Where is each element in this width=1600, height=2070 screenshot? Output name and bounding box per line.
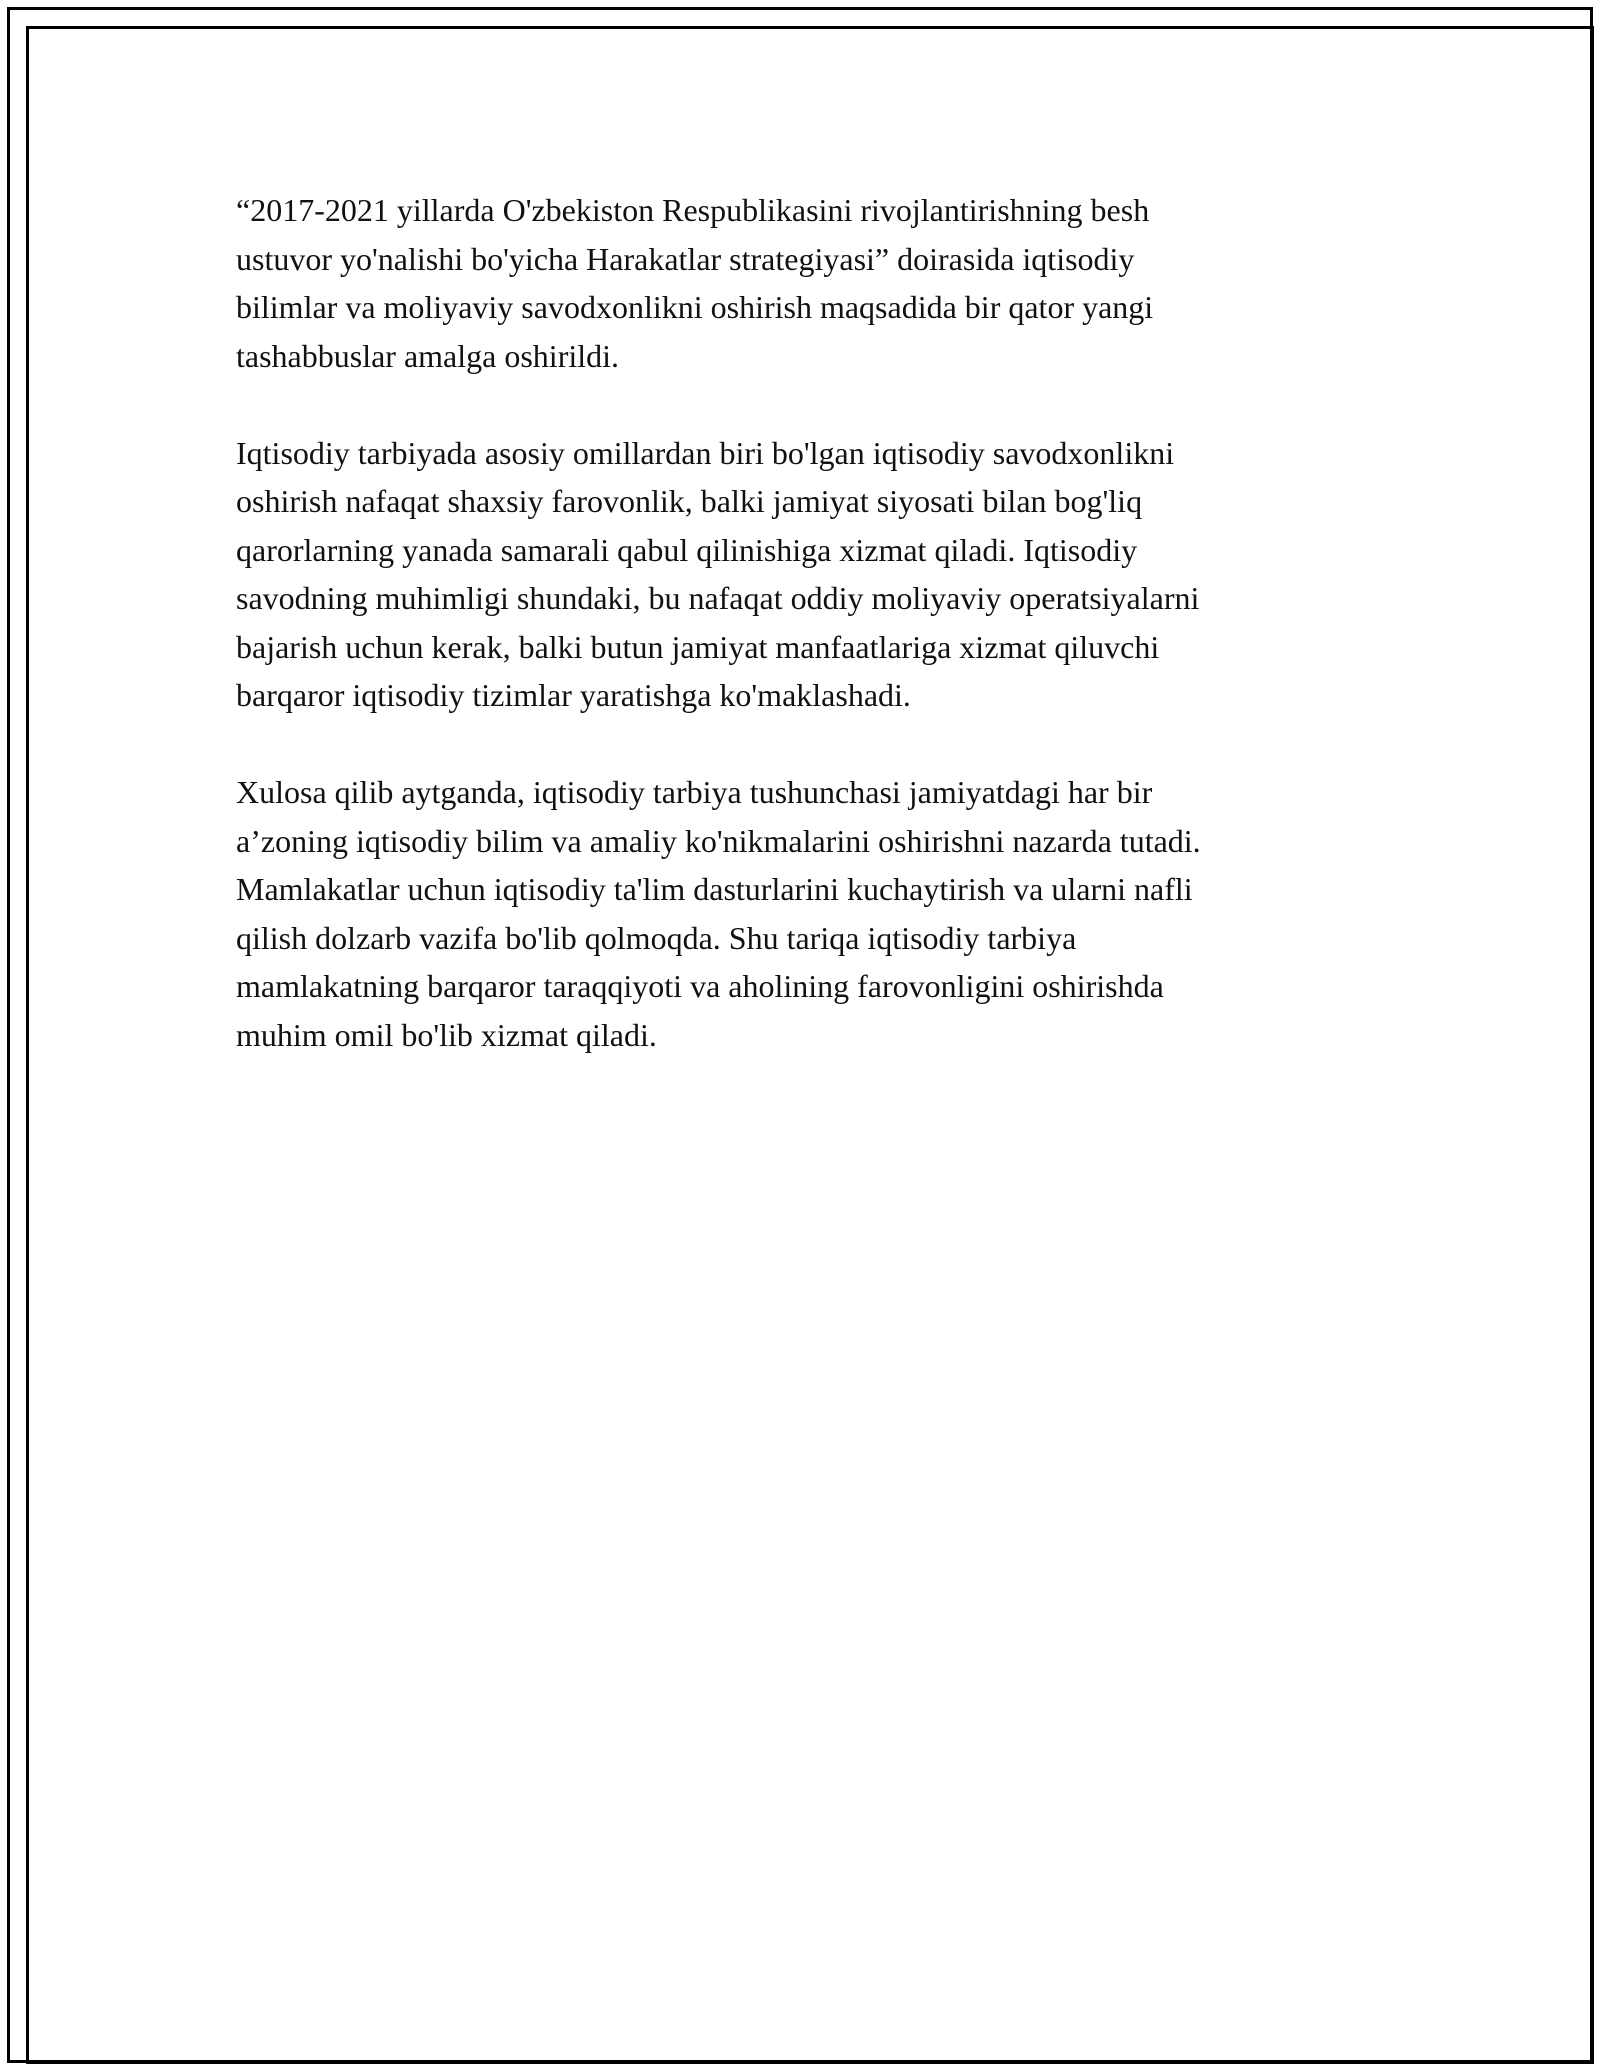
text-line: bilimlar va moliyaviy savodxonlikni oshirish maqsadida bir qator yangi: [236, 289, 1154, 325]
paragraph-3: [236, 768, 1366, 1059]
text-line: Mamlakatlar uchun iqtisodiy ta'lim dasturlarini kuchaytirish va ularni nafli: [236, 871, 1193, 907]
text-line: bajarish uchun kerak, balki butun jamiyat manfaatlariga xizmat qiluvchi: [236, 628, 1160, 665]
text-line: barqaror iqtisodiy tizimlar yaratishga ko'maklashadi.: [236, 677, 911, 713]
text-line: tashabbuslar amalga oshirildi.: [236, 337, 620, 374]
text-line: mamlakatning barqaror taraqqiyoti va aholining farovonligini oshirishda: [236, 968, 1164, 1004]
text-line: qilish dolzarb vazifa bo'lib qolmoqda. Shu tariqa iqtisodiy tarbiya: [236, 919, 1077, 956]
document-body: [236, 186, 1366, 1108]
text-line: oshirish nafaqat shaxsiy farovonlik, balki jamiyat siyosati bilan bog'liq: [236, 483, 1143, 519]
text-line: muhim omil bo'lib xizmat qiladi.: [236, 1016, 657, 1053]
paragraph-2: [236, 429, 1366, 720]
text-line: Iqtisodiy tarbiyada asosiy omillardan biri bo'lgan iqtisodiy savodxonlikni: [236, 434, 1175, 471]
text-line: qarorlarning yanada samarali qabul qilinishiga xizmat qiladi. Iqtisodiy: [236, 531, 1138, 568]
text-line: ustuvor yo'nalishi bo'yicha Harakatlar strategiyasi” doirasida iqtisodiy: [236, 240, 1135, 277]
text-line: a’zoning iqtisodiy bilim va amaliy ko'nikmalarini oshirishni nazarda tutadi.: [236, 822, 1201, 859]
paragraph-1: [236, 186, 1366, 380]
text-line: savodning muhimligi shundaki, bu nafaqat oddiy moliyaviy operatsiyalarni: [236, 580, 1200, 616]
text-line: Xulosa qilib aytganda, iqtisodiy tarbiya tushunchasi jamiyatdagi har bir: [236, 774, 1153, 810]
text-line: “2017-2021 yillarda O'zbekiston Respublikasini rivojlantirishning besh: [236, 192, 1150, 228]
